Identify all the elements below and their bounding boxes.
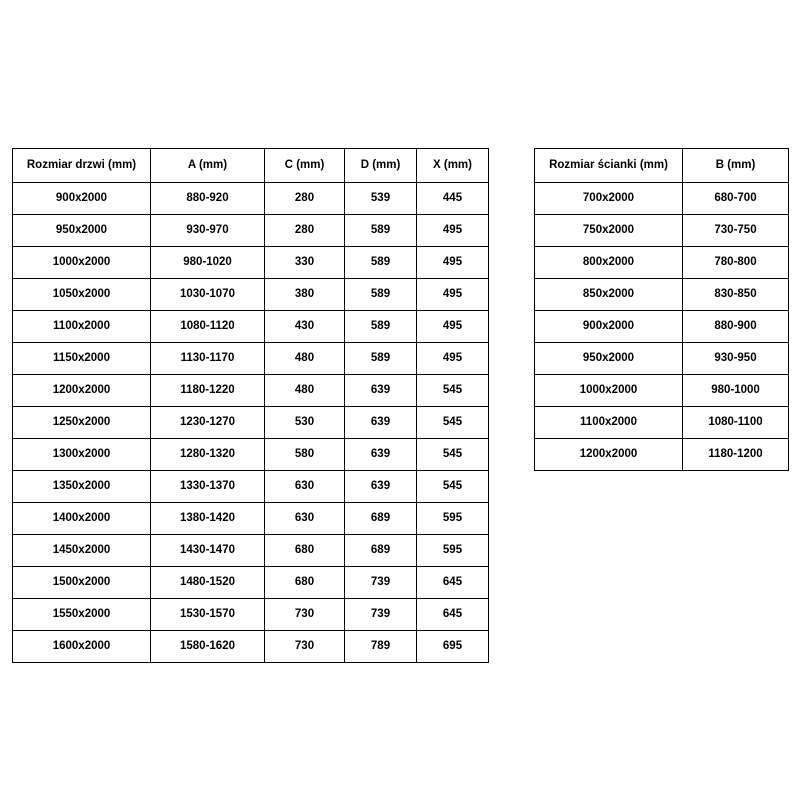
table-cell: 1080-1120 — [151, 311, 265, 343]
table-cell: 739 — [345, 599, 417, 631]
table-cell: 980-1000 — [683, 375, 789, 407]
table-cell: 495 — [417, 215, 489, 247]
table-cell: 950x2000 — [535, 343, 683, 375]
table-cell: 1300x2000 — [13, 439, 151, 471]
table-cell: 1080-1100 — [683, 407, 789, 439]
table-cell: 1480-1520 — [151, 567, 265, 599]
table-cell: 1450x2000 — [13, 535, 151, 567]
table-header-row — [13, 149, 489, 183]
wall-sizes-table — [534, 148, 789, 471]
table-cell: 1380-1420 — [151, 503, 265, 535]
table-cell: 639 — [345, 375, 417, 407]
table-cell: 1530-1570 — [151, 599, 265, 631]
table-cell: 480 — [265, 375, 345, 407]
table-cell: 589 — [345, 247, 417, 279]
table-cell: 495 — [417, 279, 489, 311]
table-cell: 1200x2000 — [535, 439, 683, 471]
column-header-a: A (mm) — [151, 149, 265, 183]
table-cell: 880-920 — [151, 183, 265, 215]
table-cell: 630 — [265, 503, 345, 535]
table-cell: 1350x2000 — [13, 471, 151, 503]
table-cell: 880-900 — [683, 311, 789, 343]
table-cell: 589 — [345, 279, 417, 311]
table-cell: 1280-1320 — [151, 439, 265, 471]
table-row — [13, 631, 489, 663]
table-cell: 950x2000 — [13, 215, 151, 247]
table-cell: 850x2000 — [535, 279, 683, 311]
table-row — [535, 183, 789, 215]
table-cell: 1230-1270 — [151, 407, 265, 439]
table-cell: 680 — [265, 567, 345, 599]
table-cell: 1550x2000 — [13, 599, 151, 631]
table-row — [13, 247, 489, 279]
table-cell: 930-950 — [683, 343, 789, 375]
table-cell: 280 — [265, 183, 345, 215]
table-cell: 589 — [345, 311, 417, 343]
table-cell: 595 — [417, 503, 489, 535]
table-cell: 495 — [417, 311, 489, 343]
table-cell: 830-850 — [683, 279, 789, 311]
table-cell: 1400x2000 — [13, 503, 151, 535]
table-cell: 1580-1620 — [151, 631, 265, 663]
table-cell: 1180-1200 — [683, 439, 789, 471]
table-cell: 430 — [265, 311, 345, 343]
table-row — [535, 375, 789, 407]
table-cell: 730 — [265, 631, 345, 663]
table-row — [13, 183, 489, 215]
column-header-c: C (mm) — [265, 149, 345, 183]
table-cell: 280 — [265, 215, 345, 247]
table-cell: 1050x2000 — [13, 279, 151, 311]
table-cell: 900x2000 — [13, 183, 151, 215]
table-row — [13, 503, 489, 535]
table-row — [535, 311, 789, 343]
table-cell: 1130-1170 — [151, 343, 265, 375]
table-row — [13, 311, 489, 343]
wall-sizes-body — [535, 183, 789, 471]
table-cell: 1430-1470 — [151, 535, 265, 567]
table-cell: 1030-1070 — [151, 279, 265, 311]
table-cell: 530 — [265, 407, 345, 439]
table-cell: 1000x2000 — [13, 247, 151, 279]
table-cell: 1200x2000 — [13, 375, 151, 407]
table-cell: 595 — [417, 535, 489, 567]
table-cell: 789 — [345, 631, 417, 663]
table-cell: 1100x2000 — [13, 311, 151, 343]
table-cell: 750x2000 — [535, 215, 683, 247]
table-cell: 1150x2000 — [13, 343, 151, 375]
table-cell: 700x2000 — [535, 183, 683, 215]
table-cell: 639 — [345, 471, 417, 503]
table-header-row — [535, 149, 789, 183]
table-row — [535, 439, 789, 471]
table-row — [13, 599, 489, 631]
table-row — [535, 247, 789, 279]
table-cell: 545 — [417, 375, 489, 407]
table-cell: 1500x2000 — [13, 567, 151, 599]
table-cell: 980-1020 — [151, 247, 265, 279]
table-cell: 680 — [265, 535, 345, 567]
table-cell: 545 — [417, 471, 489, 503]
table-cell: 730 — [265, 599, 345, 631]
table-cell: 639 — [345, 407, 417, 439]
table-cell: 1330-1370 — [151, 471, 265, 503]
table-cell: 645 — [417, 567, 489, 599]
column-header-x: X (mm) — [417, 149, 489, 183]
table-cell: 800x2000 — [535, 247, 683, 279]
table-cell: 495 — [417, 343, 489, 375]
table-cell: 730-750 — [683, 215, 789, 247]
table-cell: 930-970 — [151, 215, 265, 247]
table-row — [13, 375, 489, 407]
table-cell: 1250x2000 — [13, 407, 151, 439]
table-cell: 680-700 — [683, 183, 789, 215]
column-header-wall-size: Rozmiar ścianki (mm) — [535, 149, 683, 183]
door-sizes-body — [13, 183, 489, 663]
door-sizes-table — [12, 148, 489, 663]
table-cell: 689 — [345, 503, 417, 535]
table-row — [13, 407, 489, 439]
table-row — [13, 535, 489, 567]
table-cell: 580 — [265, 439, 345, 471]
table-row — [535, 407, 789, 439]
table-cell: 1180-1220 — [151, 375, 265, 407]
table-cell: 1100x2000 — [535, 407, 683, 439]
table-cell: 480 — [265, 343, 345, 375]
table-row — [13, 567, 489, 599]
table-cell: 539 — [345, 183, 417, 215]
table-cell: 780-800 — [683, 247, 789, 279]
table-row — [13, 439, 489, 471]
table-cell: 645 — [417, 599, 489, 631]
table-cell: 639 — [345, 439, 417, 471]
table-cell: 589 — [345, 215, 417, 247]
table-row — [13, 215, 489, 247]
table-row — [13, 471, 489, 503]
table-cell: 695 — [417, 631, 489, 663]
table-cell: 380 — [265, 279, 345, 311]
table-row — [13, 279, 489, 311]
column-header-d: D (mm) — [345, 149, 417, 183]
table-cell: 589 — [345, 343, 417, 375]
table-cell: 630 — [265, 471, 345, 503]
table-row — [535, 279, 789, 311]
table-cell: 545 — [417, 439, 489, 471]
table-cell: 739 — [345, 567, 417, 599]
table-cell: 330 — [265, 247, 345, 279]
table-cell: 545 — [417, 407, 489, 439]
table-row — [535, 215, 789, 247]
table-cell: 445 — [417, 183, 489, 215]
table-cell: 900x2000 — [535, 311, 683, 343]
table-row — [535, 343, 789, 375]
table-cell: 495 — [417, 247, 489, 279]
table-row — [13, 343, 489, 375]
table-cell: 1000x2000 — [535, 375, 683, 407]
table-cell: 1600x2000 — [13, 631, 151, 663]
column-header-b: B (mm) — [683, 149, 789, 183]
column-header-door-size: Rozmiar drzwi (mm) — [13, 149, 151, 183]
table-cell: 689 — [345, 535, 417, 567]
